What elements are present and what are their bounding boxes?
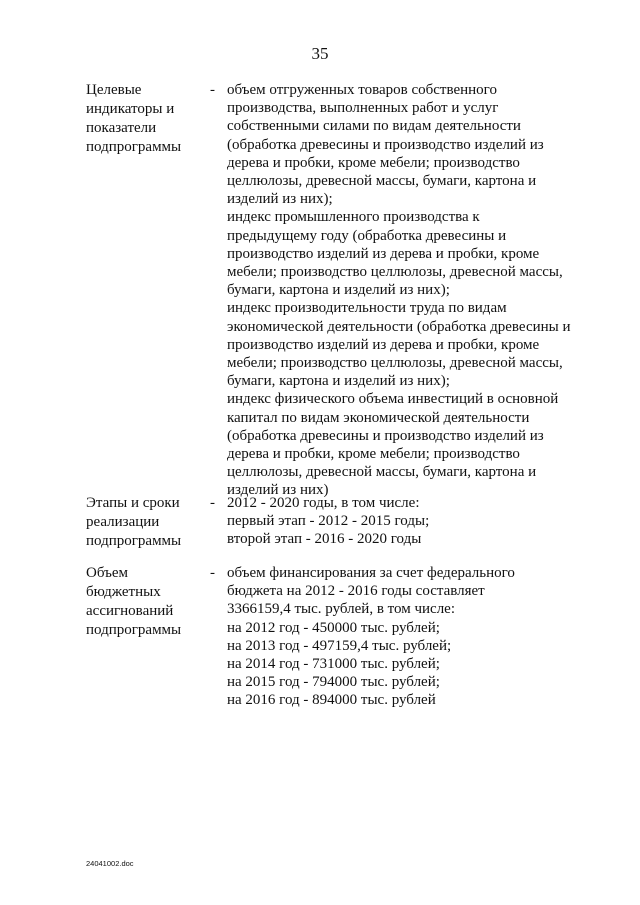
label-line: Этапы и сроки — [86, 495, 180, 511]
label-line: подпрограммы — [86, 139, 182, 155]
content-line: (обработка древесины и производство изделий из — [227, 427, 544, 444]
label-line: индикаторы и — [86, 101, 175, 117]
content-line: производства, выполненных работ и услуг — [227, 100, 499, 117]
content-line: объем финансирования за счет федерального — [227, 565, 515, 581]
content-line: индекс производительности труда по видам — [227, 300, 507, 317]
content-line: индекс промышленного производства к — [227, 209, 480, 226]
content-line: дерева и пробки, кроме мебели; производство — [227, 154, 520, 171]
page-number: 35 — [311, 44, 329, 63]
content-line: бумаги, картона и изделий из них); — [227, 373, 450, 390]
content-line: мебели; производство целлюлозы, древесной массы, — [227, 264, 563, 281]
label-line: Целевые — [86, 82, 142, 98]
section-stages-timeline — [86, 494, 586, 554]
dash-bullet: - — [210, 495, 215, 511]
label-line: бюджетных — [86, 584, 161, 600]
content-line: объем отгруженных товаров собственного — [227, 82, 497, 98]
footer-filename: 24041002.doc — [86, 859, 134, 868]
dash-bullet: - — [210, 565, 215, 581]
section-label — [86, 81, 204, 157]
section-content — [227, 81, 587, 500]
content-line: на 2012 год - 450000 тыс. рублей; — [227, 619, 440, 636]
content-line: на 2016 год - 894000 тыс. рублей — [227, 692, 436, 709]
content-line: бюджета на 2012 - 2016 годы составляет — [227, 583, 485, 600]
section-label — [86, 564, 204, 640]
label-line: реализации — [86, 514, 160, 530]
content-line: на 2014 год - 731000 тыс. рублей; — [227, 656, 440, 673]
content-line: 3366159,4 тыс. рублей, в том числе: — [227, 601, 456, 618]
content-line: изделий из них); — [227, 191, 333, 208]
section-budget-allocations — [86, 564, 586, 714]
content-line: изделий из них) — [227, 482, 329, 499]
section-content — [227, 564, 587, 710]
dash-bullet: - — [210, 82, 215, 98]
content-line: экономической деятельности (обработка древесины и — [227, 318, 571, 335]
content-line: второй этап - 2016 - 2020 годы — [227, 531, 422, 548]
content-line: бумаги, картона и изделий из них); — [227, 282, 450, 299]
content-line: предыдущему году (обработка древесины и — [227, 227, 507, 244]
label-line: подпрограммы — [86, 622, 182, 638]
label-line: ассигнований — [86, 603, 174, 619]
content-line: мебели; производство целлюлозы, древесной массы, — [227, 355, 563, 372]
section-content — [227, 494, 587, 549]
content-line: производство изделий из дерева и пробки, кроме — [227, 336, 540, 353]
content-line: на 2015 год - 794000 тыс. рублей; — [227, 674, 440, 691]
content-line: на 2013 год - 497159,4 тыс. рублей; — [227, 637, 452, 654]
content-line: дерева и пробки, кроме мебели; производство — [227, 446, 520, 463]
content-line: капитал по видам экономической деятельности — [227, 409, 530, 426]
content-line: собственными силами по видам деятельности — [227, 118, 521, 135]
content-line: целлюлозы, древесной массы, бумаги, картона и — [227, 464, 537, 481]
content-line: индекс физического объема инвестиций в основной — [227, 391, 559, 408]
content-line: первый этап - 2012 - 2015 годы; — [227, 513, 430, 530]
content-line: (обработка древесины и производство изделий из — [227, 136, 544, 153]
label-line: Объем — [86, 565, 128, 581]
label-line: подпрограммы — [86, 533, 182, 549]
content-line: 2012 - 2020 годы, в том числе: — [227, 495, 420, 511]
content-line: целлюлозы, древесной массы, бумаги, картона и — [227, 173, 537, 190]
content-line: производство изделий из дерева и пробки, кроме — [227, 245, 540, 262]
section-target-indicators — [86, 81, 586, 501]
section-label — [86, 494, 204, 551]
label-line: показатели — [86, 120, 157, 136]
